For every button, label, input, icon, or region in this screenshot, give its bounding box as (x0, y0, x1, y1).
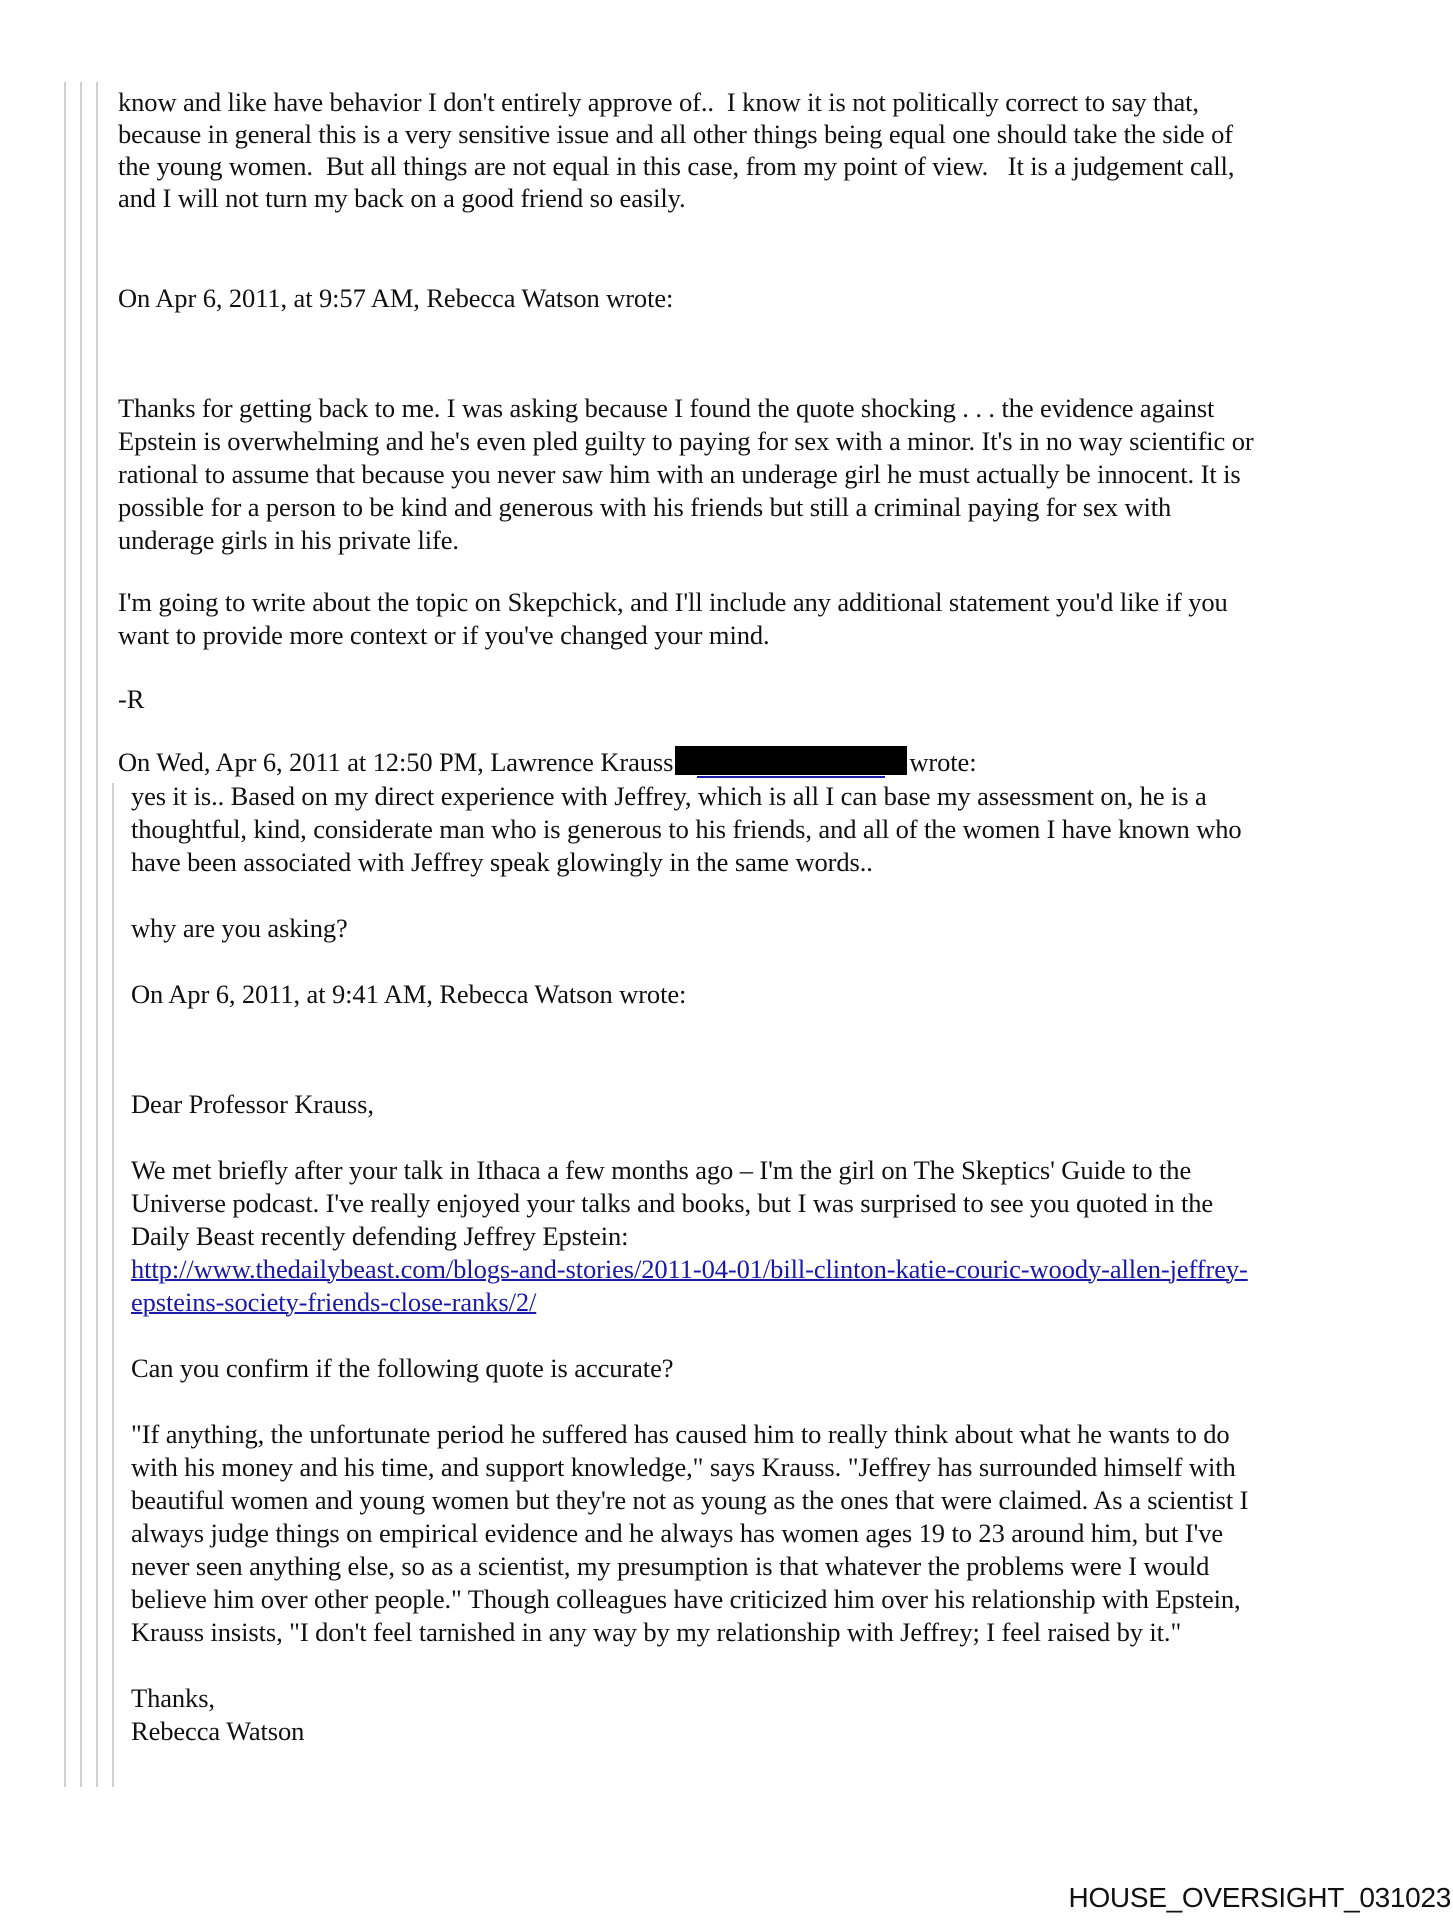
text-line: I'm going to write about the topic on Skepchick, and I'll include any additional statement you'd like if you (118, 587, 1228, 617)
quote-bar-level-1 (64, 82, 66, 1787)
text-line: possible for a person to be kind and generous with his friends but still a criminal paying for sex with (118, 492, 1172, 522)
salutation: Dear Professor Krauss, (131, 1089, 374, 1119)
closing: Thanks, (131, 1683, 215, 1713)
email-header-957: On Apr 6, 2011, at 9:57 AM, Rebecca Watson wrote: (118, 283, 674, 313)
text-line: "If anything, the unfortunate period he suffered has caused him to really think about what he wants to do (131, 1419, 1230, 1449)
header-wrote: wrote: (909, 747, 977, 777)
text-line: never seen anything else, so as a scientist, my presumption is that whatever the problems were I would (131, 1551, 1210, 1581)
redaction-box (675, 746, 907, 775)
text-line: know and like have behavior I don't entirely approve of.. I know it is not politically correct to say that, (118, 87, 1199, 117)
text-line: always judge things on empirical evidence and he always has women ages 19 to 23 around him, but I've (131, 1518, 1224, 1548)
text-line: Daily Beast recently defending Jeffrey Epstein: (131, 1221, 629, 1251)
text-line: have been associated with Jeffrey speak glowingly in the same words.. (131, 847, 873, 877)
header-text: On Wed, Apr 6, 2011 at 12:50 PM, Lawrence Krauss (118, 747, 674, 777)
bates-number: HOUSE_OVERSIGHT_031023 (1068, 1882, 1451, 1913)
text-line: the young women. But all things are not equal in this case, from my point of view. It is a judgement call, (118, 151, 1235, 181)
quote-bar-level-2 (80, 82, 82, 1787)
signature: Rebecca Watson (131, 1716, 305, 1746)
text-line: want to provide more context or if you've changed your mind. (118, 620, 770, 650)
text-line: yes it is.. Based on my direct experience with Jeffrey, which is all I can base my assessment on, he is a (131, 781, 1207, 811)
text-line: thoughtful, kind, considerate man who is generous to his friends, and all of the women I have known who (131, 814, 1242, 844)
daily-beast-link[interactable]: http://www.thedailybeast.com/blogs-and-stories/2011-04-01/bill-clinton-katie-couric-woody-allen-jeffrey- (131, 1254, 1248, 1284)
text-line: because in general this is a very sensitive issue and all other things being equal one should take the side of (118, 119, 1233, 149)
text-line: rational to assume that because you never saw him with an underage girl he must actually be innocent. It is (118, 459, 1241, 489)
text-line: underage girls in his private life. (118, 525, 459, 555)
text-line: and I will not turn my back on a good friend so easily. (118, 183, 686, 213)
text-line: believe him over other people." Though colleagues have criticized him over his relationship with Epstein, (131, 1584, 1241, 1614)
text-line: Krauss insists, "I don't feel tarnished in any way by my relationship with Jeffrey; I feel raised by it." (131, 1617, 1182, 1647)
email-header-1250 (118, 746, 976, 779)
email-header-941: On Apr 6, 2011, at 9:41 AM, Rebecca Watson wrote: (131, 979, 687, 1009)
text-line: with his money and his time, and support knowledge," says Krauss. "Jeffrey has surrounded himself with (131, 1452, 1236, 1482)
text-line: Universe podcast. I've really enjoyed your talks and books, but I was surprised to see you quoted in the (131, 1188, 1214, 1218)
daily-beast-link[interactable]: epsteins-society-friends-close-ranks/2/ (131, 1287, 537, 1317)
watson-signoff: -R (118, 684, 145, 714)
text-line: We met briefly after your talk in Ithaca a few months ago – I'm the girl on The Skeptics' Guide to the (131, 1155, 1192, 1185)
confirm-question: Can you confirm if the following quote is accurate? (131, 1353, 674, 1383)
text-line: Thanks for getting back to me. I was asking because I found the quote shocking . . . the evidence against (118, 393, 1215, 423)
quote-bar-level-4 (112, 783, 114, 1787)
text-line: beautiful women and young women but they're not as young as the ones that were claimed. As a scientist I (131, 1485, 1249, 1515)
text-line: Epstein is overwhelming and he's even pled guilty to paying for sex with a minor. It's in no way scientific or (118, 426, 1254, 456)
krauss-question: why are you asking? (131, 913, 348, 943)
quote-bar-level-3 (96, 82, 98, 1787)
